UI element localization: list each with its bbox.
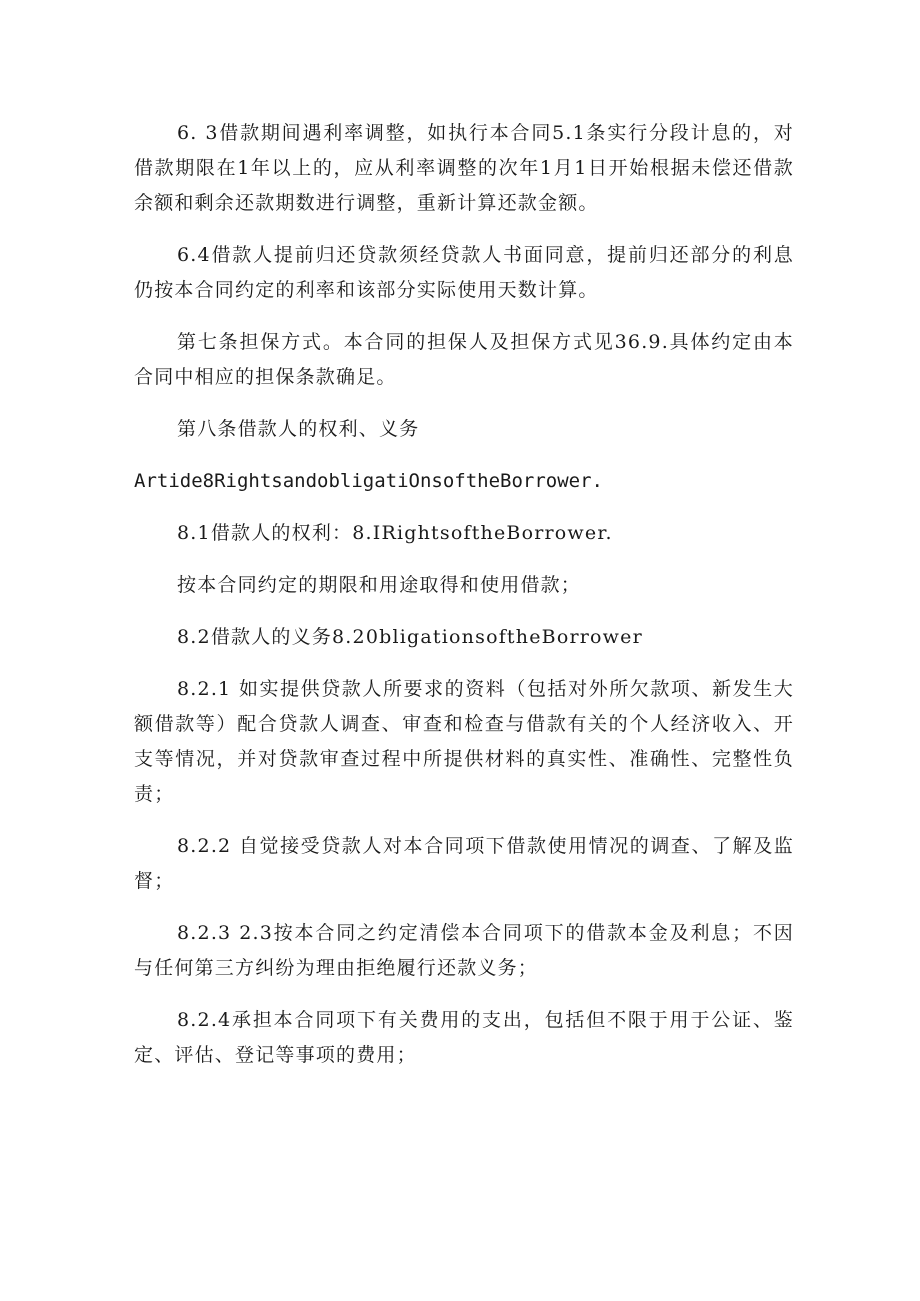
paragraph-8-2-4: 8.2.4承担本合同项下有关费用的支出，包括但不限于用于公证、鉴定、评估、登记等事项的费用； (134, 1009, 794, 1066)
paragraph-8-2-1: 8.2.1 如实提供贷款人所要求的资料（包括对外所欠款项、新发生大额借款等）配合贷款人调查、审查和检查与借款有关的个人经济收入、开支等情况，并对贷款审查过程中所提供材料的真实性、准确性、完整性负责； (134, 678, 794, 805)
paragraph-6-4: 6.4借款人提前归还贷款须经贷款人书面同意，提前归还部分的利息仍按本合同约定的利率和该部分实际使用天数计算。 (134, 244, 794, 301)
heading-article-8-english: Artide8RightsandobligatiOnsoftheBorrower. (134, 470, 603, 492)
paragraph-8-2-3: 8.2.3 2.3按本合同之约定清偿本合同项下的借款本金及利息；不因与任何第三方纠纷为理由拒绝履行还款义务； (134, 922, 794, 979)
document-body (134, 116, 794, 1090)
heading-article-8: 第八条借款人的权利、义务 (177, 418, 420, 440)
paragraph-8-2-2: 8.2.2 自觉接受贷款人对本合同项下借款使用情况的调查、了解及监督； (134, 835, 794, 892)
paragraph-8-2: 8.2借款人的义务8.20bligationsoftheBorrower (177, 626, 643, 648)
paragraph-article-7: 第七条担保方式。本合同的担保人及担保方式见36.9.具体约定由本合同中相应的担保条款确足。 (134, 331, 794, 388)
paragraph-8-1-content: 按本合同约定的期限和用途取得和使用借款； (177, 574, 582, 596)
paragraph-8-1: 8.1借款人的权利：8.IRightsoftheBorrower. (177, 522, 613, 544)
paragraph-6-3: 6. 3借款期间遇利率调整，如执行本合同5.1条实行分段计息的，对借款期限在1年以上的，应从利率调整的次年1月1日开始根据未偿还借款余额和剩余还款期数进行调整，重新计算还款金额。 (134, 122, 794, 214)
